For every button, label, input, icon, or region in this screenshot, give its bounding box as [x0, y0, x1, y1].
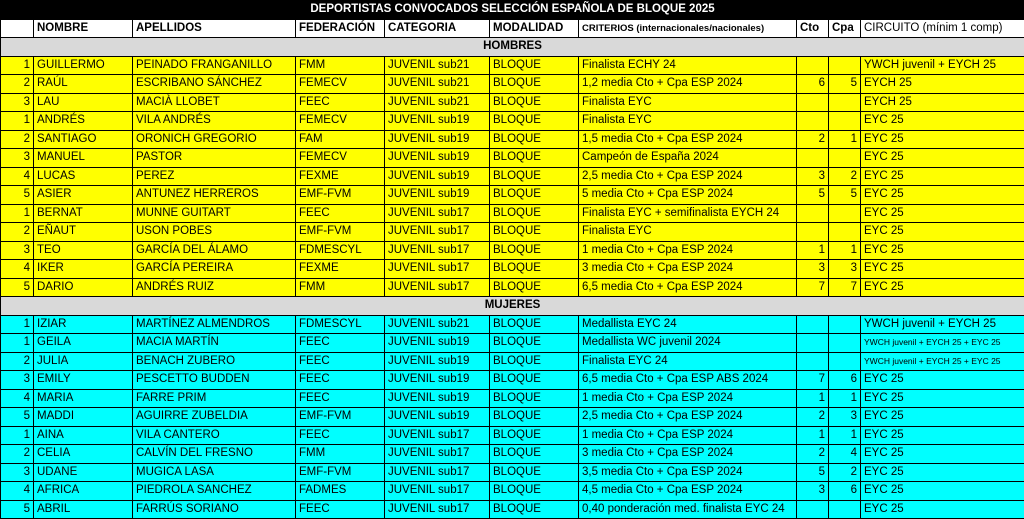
cell-criterios: 3 media Cto + Cpa ESP 2024: [579, 260, 797, 279]
cell-criterios: Medallista EYC 24: [579, 315, 797, 334]
cell-cto: [797, 334, 829, 353]
cell-nombre: SANTIAGO: [34, 130, 133, 149]
cell-cpa: 4: [829, 445, 861, 464]
cell-nombre: UDANE: [34, 463, 133, 482]
cell-modalidad: BLOQUE: [490, 408, 579, 427]
cell-circuito: EYC 25: [861, 408, 1024, 427]
cell-categoria: JUVENIL sub19: [385, 167, 490, 186]
cell-categoria: JUVENIL sub19: [385, 112, 490, 131]
col-header-federacion: FEDERACIÓN: [296, 19, 385, 38]
cell-cpa: [829, 204, 861, 223]
cell-criterios: 6,5 media Cto + Cpa ESP 2024: [579, 278, 797, 297]
cell-criterios: 3 media Cto + Cpa ESP 2024: [579, 445, 797, 464]
cell-categoria: JUVENIL sub21: [385, 56, 490, 75]
cell-apellidos: FARRE PRIM: [133, 389, 296, 408]
cell-modalidad: BLOQUE: [490, 426, 579, 445]
cell-apellidos: ESCRIBANO SÁNCHEZ: [133, 75, 296, 94]
cell-criterios: Campeón de España 2024: [579, 149, 797, 168]
cell-modalidad: BLOQUE: [490, 186, 579, 205]
cell-modalidad: BLOQUE: [490, 204, 579, 223]
table-row: [1, 315, 1024, 334]
cell-pos: 2: [1, 75, 34, 94]
cell-criterios: 5 media Cto + Cpa ESP 2024: [579, 186, 797, 205]
cell-modalidad: BLOQUE: [490, 463, 579, 482]
cell-criterios: Finalista EYC: [579, 93, 797, 112]
cell-criterios: Finalista EYC + semifinalista EYCH 24: [579, 204, 797, 223]
cell-criterios: 2,5 media Cto + Cpa ESP 2024: [579, 167, 797, 186]
cell-federacion: FADMES: [296, 482, 385, 501]
cell-modalidad: BLOQUE: [490, 482, 579, 501]
col-header-criterios: CRITERIOS (internacionales/nacionales): [579, 19, 797, 38]
cell-pos: 2: [1, 223, 34, 242]
header-row: [1, 19, 1024, 38]
col-header-categoria: CATEGORIA: [385, 19, 490, 38]
cell-categoria: JUVENIL sub17: [385, 260, 490, 279]
cell-circuito: EYC 25: [861, 389, 1024, 408]
cell-cto: 5: [797, 186, 829, 205]
cell-modalidad: BLOQUE: [490, 223, 579, 242]
cell-federacion: EMF-FVM: [296, 463, 385, 482]
cell-criterios: 1,5 media Cto + Cpa ESP 2024: [579, 130, 797, 149]
cell-pos: 5: [1, 186, 34, 205]
cell-circuito: EYC 25: [861, 426, 1024, 445]
cell-pos: 4: [1, 482, 34, 501]
cell-modalidad: BLOQUE: [490, 352, 579, 371]
cell-circuito: EYC 25: [861, 112, 1024, 131]
cell-nombre: AINA: [34, 426, 133, 445]
cell-pos: 3: [1, 371, 34, 390]
section-title: HOMBRES: [1, 38, 1024, 57]
cell-categoria: JUVENIL sub19: [385, 149, 490, 168]
cell-categoria: JUVENIL sub19: [385, 389, 490, 408]
cell-apellidos: GARCÍA PEREIRA: [133, 260, 296, 279]
cell-apellidos: USON POBES: [133, 223, 296, 242]
cell-criterios: Finalista ECHY 24: [579, 56, 797, 75]
cell-categoria: JUVENIL sub17: [385, 426, 490, 445]
cell-federacion: FEEC: [296, 334, 385, 353]
cell-pos: 3: [1, 241, 34, 260]
cell-circuito: EYC 25: [861, 130, 1024, 149]
cell-apellidos: PASTOR: [133, 149, 296, 168]
cell-pos: 4: [1, 389, 34, 408]
cell-federacion: EMF-FVM: [296, 186, 385, 205]
cell-cpa: 1: [829, 241, 861, 260]
section-title: MUJERES: [1, 297, 1024, 316]
cell-cpa: 5: [829, 75, 861, 94]
cell-federacion: FEEC: [296, 371, 385, 390]
cell-federacion: FMM: [296, 278, 385, 297]
table-row: [1, 278, 1024, 297]
cell-cpa: 7: [829, 278, 861, 297]
cell-criterios: Finalista EYC 24: [579, 352, 797, 371]
table-row: [1, 352, 1024, 371]
col-header-apellidos: APELLIDOS: [133, 19, 296, 38]
cell-pos: 2: [1, 130, 34, 149]
table-row: [1, 334, 1024, 353]
table-row: [1, 389, 1024, 408]
cell-federacion: FAM: [296, 130, 385, 149]
cell-criterios: 1,2 media Cto + Cpa ESP 2024: [579, 75, 797, 94]
cell-nombre: RAÚL: [34, 75, 133, 94]
cell-modalidad: BLOQUE: [490, 334, 579, 353]
cell-federacion: FEEC: [296, 500, 385, 519]
cell-nombre: BERNAT: [34, 204, 133, 223]
cell-cpa: 5: [829, 186, 861, 205]
cell-nombre: ANDRÉS: [34, 112, 133, 131]
table-row: [1, 204, 1024, 223]
cell-apellidos: PESCETTO BUDDEN: [133, 371, 296, 390]
cell-circuito: EYC 25: [861, 204, 1024, 223]
cell-circuito: YWCH juvenil + EYCH 25: [861, 56, 1024, 75]
cell-modalidad: BLOQUE: [490, 241, 579, 260]
table-row: [1, 223, 1024, 242]
cell-pos: 3: [1, 93, 34, 112]
cell-federacion: EMF-FVM: [296, 408, 385, 427]
cell-categoria: JUVENIL sub17: [385, 482, 490, 501]
cell-cpa: 1: [829, 389, 861, 408]
cell-pos: 4: [1, 167, 34, 186]
cell-criterios: 1 media Cto + Cpa ESP 2024: [579, 389, 797, 408]
cell-apellidos: VILA ANDRÉS: [133, 112, 296, 131]
cell-cpa: 3: [829, 260, 861, 279]
cell-categoria: JUVENIL sub19: [385, 130, 490, 149]
cell-nombre: ABRIL: [34, 500, 133, 519]
cell-cto: 1: [797, 426, 829, 445]
cell-nombre: IZIAR: [34, 315, 133, 334]
cell-pos: 1: [1, 204, 34, 223]
cell-cpa: 2: [829, 463, 861, 482]
cell-cpa: [829, 352, 861, 371]
cell-federacion: FEMECV: [296, 112, 385, 131]
cell-cto: 6: [797, 75, 829, 94]
cell-federacion: FEEC: [296, 426, 385, 445]
cell-federacion: FDMESCYL: [296, 241, 385, 260]
cell-pos: 1: [1, 426, 34, 445]
cell-cto: [797, 149, 829, 168]
cell-cto: 3: [797, 167, 829, 186]
cell-circuito: EYC 25: [861, 445, 1024, 464]
cell-criterios: 3,5 media Cto + Cpa ESP 2024: [579, 463, 797, 482]
cell-categoria: JUVENIL sub17: [385, 445, 490, 464]
section-header-men: [1, 38, 1024, 57]
cell-apellidos: MACIÀ LLOBET: [133, 93, 296, 112]
cell-modalidad: BLOQUE: [490, 278, 579, 297]
cell-criterios: 6,5 media Cto + Cpa ESP ABS 2024: [579, 371, 797, 390]
cell-modalidad: BLOQUE: [490, 112, 579, 131]
cell-modalidad: BLOQUE: [490, 389, 579, 408]
cell-categoria: JUVENIL sub19: [385, 352, 490, 371]
cell-categoria: JUVENIL sub21: [385, 75, 490, 94]
cell-modalidad: BLOQUE: [490, 371, 579, 390]
cell-nombre: MANUEL: [34, 149, 133, 168]
cell-federacion: FEMECV: [296, 149, 385, 168]
cell-cpa: 6: [829, 371, 861, 390]
cell-federacion: FMM: [296, 445, 385, 464]
cell-circuito: EYC 25: [861, 463, 1024, 482]
table-row: [1, 56, 1024, 75]
cell-apellidos: MUNNE GUITART: [133, 204, 296, 223]
cell-cto: 1: [797, 389, 829, 408]
cell-pos: 5: [1, 500, 34, 519]
cell-categoria: JUVENIL sub21: [385, 315, 490, 334]
cell-categoria: JUVENIL sub19: [385, 371, 490, 390]
cell-nombre: GEILA: [34, 334, 133, 353]
cell-cto: 7: [797, 278, 829, 297]
cell-apellidos: VILA CANTERO: [133, 426, 296, 445]
cell-cto: 3: [797, 482, 829, 501]
col-header-pos: [1, 19, 34, 38]
cell-cto: 7: [797, 371, 829, 390]
cell-pos: 3: [1, 149, 34, 168]
cell-circuito: EYC 25: [861, 167, 1024, 186]
cell-federacion: EMF-FVM: [296, 223, 385, 242]
cell-cpa: [829, 56, 861, 75]
col-header-circuito: CIRCUITO (mínim 1 comp): [861, 19, 1024, 38]
cell-cto: [797, 223, 829, 242]
cell-apellidos: CALVÍN DEL FRESNO: [133, 445, 296, 464]
cell-cto: [797, 315, 829, 334]
cell-federacion: FEEC: [296, 204, 385, 223]
cell-federacion: FEXME: [296, 260, 385, 279]
cell-circuito: EYC 25: [861, 186, 1024, 205]
cell-nombre: GUILLERMO: [34, 56, 133, 75]
cell-cto: 2: [797, 445, 829, 464]
cell-nombre: EMILY: [34, 371, 133, 390]
cell-categoria: JUVENIL sub17: [385, 241, 490, 260]
cell-cto: [797, 112, 829, 131]
cell-categoria: JUVENIL sub21: [385, 93, 490, 112]
table-row: [1, 426, 1024, 445]
table-row: [1, 93, 1024, 112]
cell-cpa: [829, 93, 861, 112]
cell-nombre: ASIER: [34, 186, 133, 205]
cell-criterios: 1 media Cto + Cpa ESP 2024: [579, 426, 797, 445]
table-row: [1, 241, 1024, 260]
cell-circuito: EYC 25: [861, 500, 1024, 519]
table-row: [1, 112, 1024, 131]
cell-categoria: JUVENIL sub17: [385, 278, 490, 297]
cell-cto: 2: [797, 130, 829, 149]
cell-apellidos: BENACH ZUBERO: [133, 352, 296, 371]
cell-modalidad: BLOQUE: [490, 130, 579, 149]
cell-cpa: [829, 149, 861, 168]
cell-criterios: 4,5 media Cto + Cpa ESP 2024: [579, 482, 797, 501]
col-header-modalidad: MODALIDAD: [490, 19, 579, 38]
table-row: [1, 260, 1024, 279]
cell-federacion: FDMESCYL: [296, 315, 385, 334]
cell-cto: [797, 352, 829, 371]
cell-circuito: EYC 25: [861, 260, 1024, 279]
cell-cpa: [829, 334, 861, 353]
page-title: DEPORTISTAS CONVOCADOS SELECCIÓN ESPAÑOLA DE BLOQUE 2025: [1, 1, 1024, 20]
cell-circuito: EYC 25: [861, 149, 1024, 168]
cell-nombre: MARIA: [34, 389, 133, 408]
section-header-women: [1, 297, 1024, 316]
cell-apellidos: AGUIRRE ZUBELDIA: [133, 408, 296, 427]
cell-apellidos: GARCÍA DEL ÁLAMO: [133, 241, 296, 260]
cell-cto: 2: [797, 408, 829, 427]
cell-criterios: 0,40 ponderación med. finalista EYC 24: [579, 500, 797, 519]
table-row: [1, 408, 1024, 427]
cell-circuito: YWCH juvenil + EYCH 25: [861, 315, 1024, 334]
cell-modalidad: BLOQUE: [490, 149, 579, 168]
cell-nombre: CELIA: [34, 445, 133, 464]
cell-federacion: FEEC: [296, 93, 385, 112]
cell-nombre: EÑAUT: [34, 223, 133, 242]
cell-pos: 1: [1, 315, 34, 334]
table-row: [1, 463, 1024, 482]
cell-apellidos: MARTÍNEZ ALMENDROS: [133, 315, 296, 334]
cell-modalidad: BLOQUE: [490, 260, 579, 279]
cell-apellidos: ORONICH GREGORIO: [133, 130, 296, 149]
cell-pos: 1: [1, 334, 34, 353]
cell-nombre: IKER: [34, 260, 133, 279]
table-row: [1, 149, 1024, 168]
col-header-nombre: NOMBRE: [34, 19, 133, 38]
title-row: [1, 1, 1024, 20]
cell-circuito: EYCH 25: [861, 93, 1024, 112]
cell-modalidad: BLOQUE: [490, 56, 579, 75]
cell-criterios: 1 media Cto + Cpa ESP 2024: [579, 241, 797, 260]
col-header-cto: Cto: [797, 19, 829, 38]
cell-criterios: Finalista EYC: [579, 112, 797, 131]
table-row: [1, 167, 1024, 186]
cell-nombre: DARIO: [34, 278, 133, 297]
cell-nombre: JULIA: [34, 352, 133, 371]
cell-circuito: EYC 25: [861, 278, 1024, 297]
cell-cpa: 1: [829, 130, 861, 149]
table-row: [1, 445, 1024, 464]
cell-categoria: JUVENIL sub17: [385, 500, 490, 519]
cell-federacion: FMM: [296, 56, 385, 75]
cell-pos: 2: [1, 352, 34, 371]
cell-apellidos: ANDRÉS RUIZ: [133, 278, 296, 297]
cell-circuito: EYC 25: [861, 482, 1024, 501]
cell-apellidos: PEINADO FRANGANILLO: [133, 56, 296, 75]
table-row: [1, 482, 1024, 501]
table-row: [1, 130, 1024, 149]
cell-cto: [797, 56, 829, 75]
cell-modalidad: BLOQUE: [490, 500, 579, 519]
cell-modalidad: BLOQUE: [490, 315, 579, 334]
cell-categoria: JUVENIL sub17: [385, 223, 490, 242]
cell-cto: [797, 204, 829, 223]
cell-nombre: LAU: [34, 93, 133, 112]
cell-cpa: 3: [829, 408, 861, 427]
cell-criterios: Medallista WC juvenil 2024: [579, 334, 797, 353]
cell-categoria: JUVENIL sub17: [385, 463, 490, 482]
cell-apellidos: MUGICA LASA: [133, 463, 296, 482]
cell-apellidos: PIEDROLA SANCHEZ: [133, 482, 296, 501]
cell-federacion: FEEC: [296, 352, 385, 371]
cell-modalidad: BLOQUE: [490, 167, 579, 186]
cell-nombre: LUCAS: [34, 167, 133, 186]
cell-categoria: JUVENIL sub17: [385, 204, 490, 223]
cell-apellidos: ANTUNEZ HERREROS: [133, 186, 296, 205]
cell-modalidad: BLOQUE: [490, 445, 579, 464]
cell-categoria: JUVENIL sub19: [385, 186, 490, 205]
cell-federacion: FEXME: [296, 167, 385, 186]
cell-nombre: TEO: [34, 241, 133, 260]
cell-nombre: AFRICA: [34, 482, 133, 501]
cell-modalidad: BLOQUE: [490, 93, 579, 112]
cell-pos: 2: [1, 445, 34, 464]
cell-circuito: EYC 25: [861, 371, 1024, 390]
cell-circuito: EYC 25: [861, 241, 1024, 260]
cell-cto: 5: [797, 463, 829, 482]
cell-criterios: 2,5 media Cto + Cpa ESP 2024: [579, 408, 797, 427]
cell-cpa: [829, 223, 861, 242]
cell-pos: 4: [1, 260, 34, 279]
cell-cpa: 6: [829, 482, 861, 501]
cell-circuito: EYC 25: [861, 223, 1024, 242]
table-row: [1, 371, 1024, 390]
cell-circuito: EYCH 25: [861, 75, 1024, 94]
cell-cto: [797, 93, 829, 112]
cell-cpa: [829, 315, 861, 334]
cell-cpa: 2: [829, 167, 861, 186]
cell-apellidos: MACIA MARTÍN: [133, 334, 296, 353]
cell-pos: 1: [1, 112, 34, 131]
cell-pos: 5: [1, 278, 34, 297]
cell-federacion: FEEC: [296, 389, 385, 408]
cell-apellidos: FARRÚS SORIANO: [133, 500, 296, 519]
cell-circuito: YWCH juvenil + EYCH 25 + EYC 25: [861, 334, 1024, 353]
table-row: [1, 186, 1024, 205]
cell-categoria: JUVENIL sub19: [385, 408, 490, 427]
cell-pos: 3: [1, 463, 34, 482]
cell-cto: 3: [797, 260, 829, 279]
table-row: [1, 75, 1024, 94]
cell-apellidos: PEREZ: [133, 167, 296, 186]
cell-cpa: 1: [829, 426, 861, 445]
cell-modalidad: BLOQUE: [490, 75, 579, 94]
col-header-cpa: Cpa: [829, 19, 861, 38]
cell-pos: 5: [1, 408, 34, 427]
cell-federacion: FEMECV: [296, 75, 385, 94]
cell-cto: 1: [797, 241, 829, 260]
cell-criterios: Finalista EYC: [579, 223, 797, 242]
cell-nombre: MADDI: [34, 408, 133, 427]
cell-circuito: YWCH juvenil + EYCH 25 + EYC 25: [861, 352, 1024, 371]
cell-pos: 1: [1, 56, 34, 75]
cell-cpa: [829, 112, 861, 131]
cell-categoria: JUVENIL sub19: [385, 334, 490, 353]
